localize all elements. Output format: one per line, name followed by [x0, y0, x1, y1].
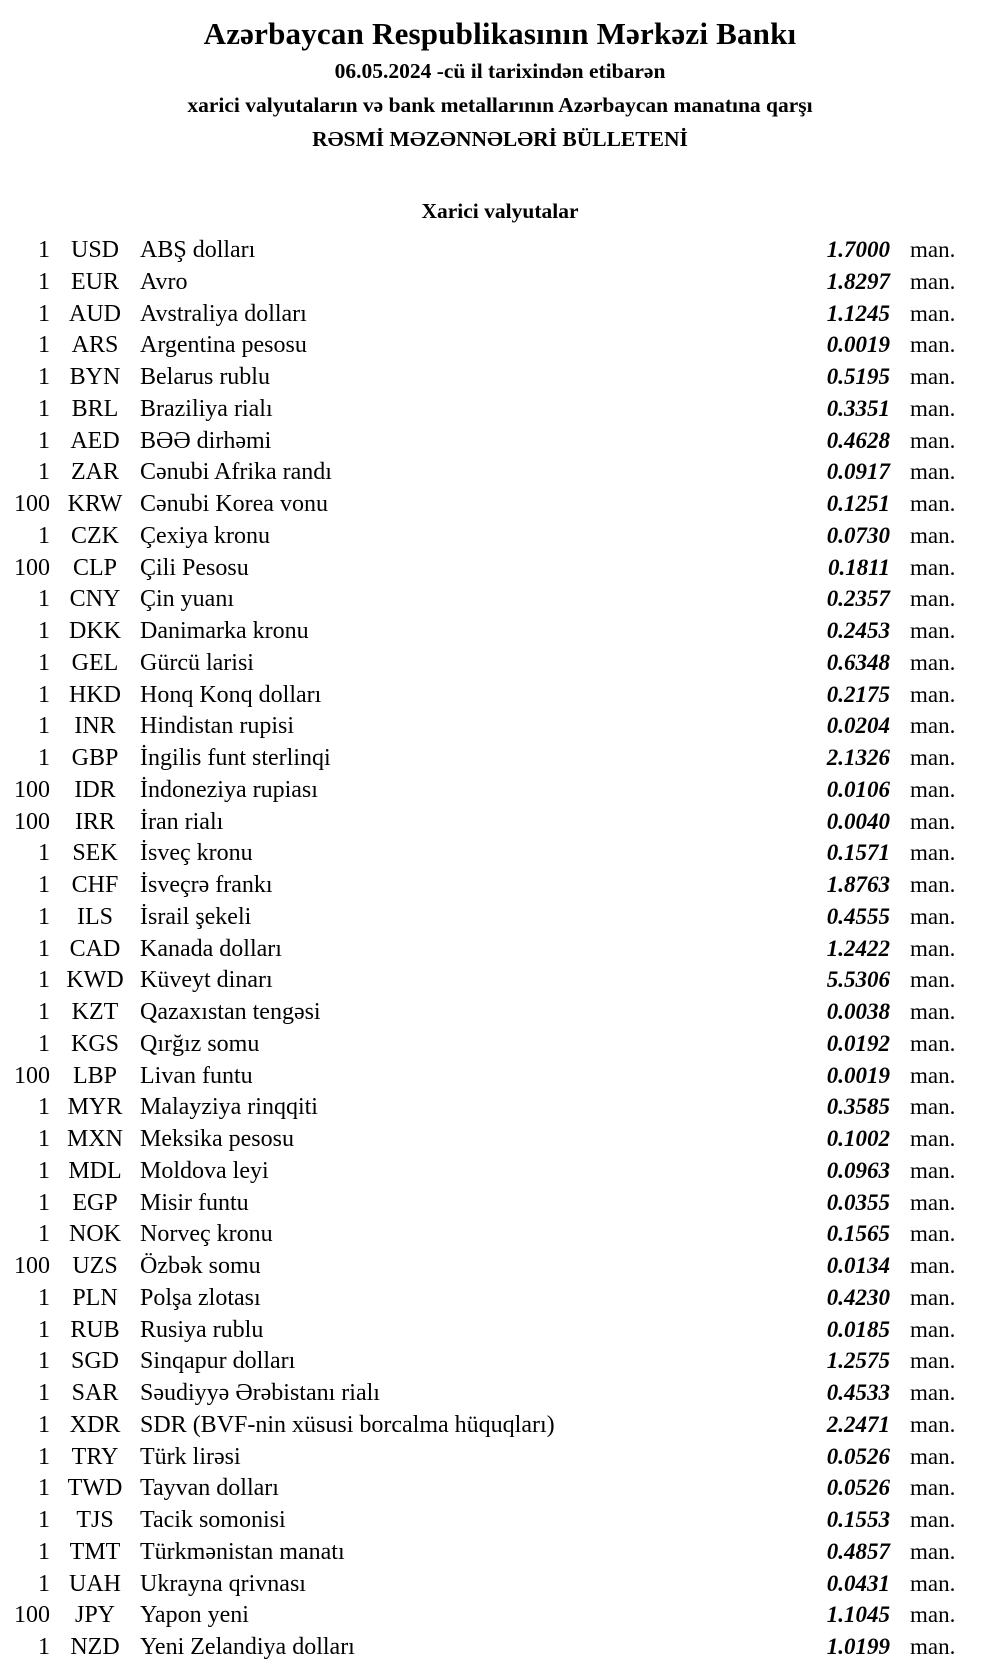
- currency-name-cell: Danimarka kronu: [140, 618, 309, 644]
- rate-row: [0, 1155, 1000, 1187]
- currency-name-cell: Malayziya rinqqiti: [140, 1094, 318, 1121]
- bulletin-title-line: RƏSMİ MƏZƏNNƏLƏRİ BÜLLETENİ: [312, 127, 688, 151]
- currency-code-cell: TRY: [71, 1443, 119, 1470]
- rate-row: [0, 361, 1000, 393]
- rate-value-cell: 0.0134: [826, 1253, 890, 1278]
- rate-row: [0, 1250, 1000, 1282]
- quantity-cell: 1: [38, 1380, 50, 1406]
- currency-name-cell: Qırğız somu: [140, 1030, 260, 1057]
- currency-code-cell: SGD: [70, 1348, 119, 1375]
- currency-code-cell: CZK: [71, 522, 119, 549]
- currency-name-cell: Moldova leyi: [140, 1157, 269, 1184]
- quantity-cell: 1: [38, 840, 50, 867]
- unit-cell: man.: [910, 1634, 956, 1659]
- currency-name-cell: Yapon yeni: [140, 1602, 249, 1629]
- currency-name-cell: Tayvan dolları: [140, 1475, 279, 1502]
- quantity-cell: 1: [38, 1348, 50, 1375]
- rate-row: [0, 1345, 1000, 1377]
- rate-row: [0, 1377, 1000, 1409]
- unit-cell: man.: [910, 364, 956, 389]
- currency-code-cell: DKK: [69, 618, 121, 644]
- quantity-cell: 1: [38, 1030, 50, 1057]
- unit-cell: man.: [910, 745, 956, 770]
- currency-code-cell: JPY: [74, 1602, 116, 1629]
- unit-cell: man.: [910, 1348, 956, 1374]
- quantity-cell: 1: [38, 713, 50, 740]
- exchange-rates-table: [0, 234, 1000, 1663]
- currency-code-cell: ZAR: [71, 459, 119, 486]
- unit-cell: man.: [910, 1602, 956, 1628]
- rate-row: [0, 964, 1000, 996]
- rate-row: [0, 1441, 1000, 1473]
- rate-row: [0, 266, 1000, 298]
- unit-cell: man.: [910, 1126, 956, 1151]
- rate-row: [0, 1314, 1000, 1346]
- quantity-cell: 1: [38, 1634, 50, 1660]
- quantity-cell: 1: [38, 999, 50, 1025]
- quantity-cell: 1: [38, 1475, 50, 1502]
- rate-row: [0, 996, 1000, 1028]
- quantity-cell: 1: [38, 1411, 50, 1438]
- rate-row: [0, 742, 1000, 774]
- unit-cell: man.: [910, 1380, 956, 1405]
- currency-name-cell: Argentina pesosu: [140, 332, 307, 359]
- currency-name-cell: Cənubi Korea vonu: [140, 491, 328, 517]
- rate-row: [0, 869, 1000, 901]
- currency-name-cell: Kanada dolları: [140, 935, 282, 962]
- currency-name-cell: Meksika pesosu: [140, 1126, 294, 1152]
- rate-value-cell: 0.0038: [826, 999, 890, 1024]
- currency-code-cell: PLN: [72, 1284, 118, 1311]
- rate-value-cell: 0.0019: [826, 332, 890, 358]
- quantity-cell: 1: [38, 649, 50, 676]
- currency-code-cell: UZS: [72, 1253, 118, 1279]
- rate-row: [0, 552, 1000, 584]
- currency-name-cell: BƏƏ dirhəmi: [140, 427, 272, 454]
- unit-cell: man.: [910, 1189, 956, 1215]
- currency-code-cell: SAR: [71, 1380, 119, 1406]
- currency-name-cell: Honq Konq dolları: [140, 681, 322, 708]
- currency-code-cell: KWD: [66, 967, 124, 994]
- quantity-cell: 1: [38, 1157, 50, 1184]
- currency-code-cell: NZD: [70, 1634, 120, 1660]
- unit-cell: man.: [910, 713, 956, 739]
- currency-name-cell: İsrail şekeli: [140, 903, 252, 930]
- rate-value-cell: 0.0106: [826, 776, 890, 802]
- rate-row: [0, 774, 1000, 806]
- quantity-cell: 1: [38, 1507, 50, 1533]
- currency-code-cell: MDL: [68, 1157, 122, 1184]
- currency-name-cell: Avro: [140, 268, 188, 295]
- currency-name-cell: SDR (BVF-nin xüsusi borcalma hüquqları): [140, 1411, 555, 1438]
- quantity-cell: 100: [14, 1062, 50, 1089]
- currency-code-cell: TMT: [69, 1538, 121, 1565]
- quantity-cell: 1: [38, 300, 50, 327]
- rate-row: [0, 488, 1000, 520]
- rate-row: [0, 329, 1000, 361]
- unit-cell: man.: [910, 332, 956, 358]
- currency-code-cell: GBP: [71, 745, 119, 771]
- quantity-cell: 1: [38, 872, 50, 898]
- currency-code-cell: USD: [70, 237, 119, 263]
- rate-value-cell: 1.0199: [826, 1634, 890, 1659]
- rate-value-cell: 1.7000: [826, 237, 890, 262]
- currency-code-cell: HKD: [69, 681, 121, 708]
- rate-row: [0, 679, 1000, 711]
- quantity-cell: 1: [38, 395, 50, 422]
- rate-value-cell: 0.0192: [826, 1030, 890, 1056]
- unit-cell: man.: [910, 681, 956, 707]
- unit-cell: man.: [910, 808, 956, 834]
- currency-name-cell: Polşa zlotası: [140, 1284, 261, 1311]
- rate-value-cell: 0.3585: [826, 1094, 890, 1120]
- quantity-cell: 1: [38, 237, 50, 263]
- quantity-cell: 1: [38, 745, 50, 771]
- rate-row: [0, 1060, 1000, 1092]
- currency-name-cell: Qazaxıstan tengəsi: [140, 999, 321, 1025]
- currency-name-cell: Səudiyyə Ərəbistanı rialı: [140, 1380, 380, 1406]
- quantity-cell: 1: [38, 618, 50, 644]
- rate-value-cell: 0.4555: [826, 903, 890, 929]
- rate-value-cell: 0.4857: [826, 1538, 890, 1564]
- quantity-cell: 1: [38, 967, 50, 994]
- currency-name-cell: Çili Pesosu: [140, 554, 249, 581]
- quantity-cell: 1: [38, 1221, 50, 1248]
- rate-row: [0, 1599, 1000, 1631]
- currency-name-cell: İran rialı: [140, 808, 224, 835]
- unit-cell: man.: [910, 586, 956, 612]
- quantity-cell: 1: [38, 1570, 50, 1597]
- rate-row: [0, 234, 1000, 266]
- rate-row: [0, 710, 1000, 742]
- currency-code-cell: IDR: [74, 776, 116, 803]
- rate-value-cell: 0.4628: [826, 427, 890, 453]
- currency-code-cell: EGP: [72, 1189, 118, 1216]
- currency-name-cell: İsveçrə frankı: [140, 872, 273, 898]
- quantity-cell: 100: [14, 776, 50, 803]
- quantity-cell: 100: [14, 808, 50, 835]
- currency-name-cell: Avstraliya dolları: [140, 300, 307, 327]
- rate-value-cell: 0.5195: [826, 364, 890, 389]
- quantity-cell: 1: [38, 586, 50, 613]
- currency-name-cell: Norveç kronu: [140, 1221, 273, 1248]
- currency-name-cell: Hindistan rupisi: [140, 713, 294, 740]
- currency-code-cell: NOK: [69, 1221, 121, 1248]
- currency-code-cell: BYN: [69, 364, 121, 390]
- unit-cell: man.: [910, 840, 956, 866]
- rate-row: [0, 1187, 1000, 1219]
- rate-row: [0, 1568, 1000, 1600]
- rate-row: [0, 1282, 1000, 1314]
- unit-cell: man.: [910, 1062, 956, 1088]
- rate-row: [0, 520, 1000, 552]
- rate-row: [0, 1123, 1000, 1155]
- unit-cell: man.: [910, 1221, 956, 1247]
- rate-value-cell: 0.4230: [826, 1284, 890, 1310]
- currency-name-cell: Çexiya kronu: [140, 522, 270, 549]
- rate-value-cell: 0.0963: [826, 1157, 890, 1183]
- currency-code-cell: ARS: [71, 332, 119, 359]
- rate-row: [0, 393, 1000, 425]
- unit-cell: man.: [910, 872, 956, 897]
- rate-row: [0, 425, 1000, 457]
- rate-value-cell: 0.0917: [826, 459, 890, 485]
- unit-cell: man.: [910, 1538, 956, 1564]
- rate-value-cell: 1.1045: [826, 1602, 890, 1628]
- unit-cell: man.: [910, 649, 956, 675]
- unit-cell: man.: [910, 459, 956, 485]
- quantity-cell: 1: [38, 1538, 50, 1565]
- unit-cell: man.: [910, 1030, 956, 1056]
- rate-value-cell: 0.0526: [826, 1443, 890, 1469]
- currency-code-cell: XDR: [69, 1411, 121, 1438]
- currency-code-cell: KRW: [67, 491, 123, 517]
- rate-row: [0, 933, 1000, 965]
- currency-code-cell: KZT: [71, 999, 119, 1025]
- quantity-cell: 1: [38, 459, 50, 486]
- currency-name-cell: Sinqapur dolları: [140, 1348, 296, 1375]
- currency-code-cell: TWD: [67, 1475, 123, 1502]
- currency-name-cell: İndoneziya rupiası: [140, 776, 318, 803]
- rate-value-cell: 5.5306: [826, 967, 890, 993]
- bank-title: Azərbaycan Respublikasının Mərkəzi Bankı: [203, 16, 797, 51]
- rate-value-cell: 0.1811: [828, 554, 890, 580]
- rate-row: [0, 1504, 1000, 1536]
- rate-value-cell: 0.1251: [826, 491, 890, 516]
- currency-code-cell: CAD: [69, 935, 121, 962]
- rate-row: [0, 1091, 1000, 1123]
- unit-cell: man.: [910, 1284, 956, 1310]
- subtitle-line: xarici valyutaların və bank metallarının Azərbaycan manatına qarşı: [187, 93, 813, 117]
- rate-value-cell: 0.2175: [826, 681, 890, 707]
- currency-name-cell: Belarus rublu: [140, 364, 270, 390]
- rate-row: [0, 583, 1000, 615]
- rate-value-cell: 0.1565: [826, 1221, 890, 1247]
- currency-name-cell: Braziliya rialı: [140, 395, 273, 422]
- rate-value-cell: 0.0730: [826, 522, 890, 548]
- unit-cell: man.: [910, 1253, 956, 1278]
- currency-code-cell: AUD: [69, 300, 121, 327]
- currency-name-cell: Türk lirəsi: [140, 1443, 241, 1470]
- currency-name-cell: Çin yuanı: [140, 586, 234, 613]
- rate-value-cell: 0.2357: [826, 586, 890, 612]
- quantity-cell: 1: [38, 1284, 50, 1311]
- unit-cell: man.: [910, 999, 956, 1024]
- rate-value-cell: 0.6348: [826, 649, 890, 675]
- currency-code-cell: KGS: [70, 1030, 119, 1057]
- currency-name-cell: İngilis funt sterlinqi: [140, 745, 331, 771]
- currency-name-cell: Küveyt dinarı: [140, 967, 273, 994]
- unit-cell: man.: [910, 268, 956, 294]
- unit-cell: man.: [910, 1507, 956, 1532]
- rate-row: [0, 456, 1000, 488]
- currency-name-cell: Livan funtu: [140, 1062, 253, 1089]
- quantity-cell: 1: [38, 364, 50, 390]
- currency-code-cell: CHF: [71, 872, 119, 898]
- currency-code-cell: ILS: [77, 903, 113, 930]
- rate-value-cell: 0.1571: [826, 840, 890, 866]
- currency-name-cell: Özbək somu: [140, 1253, 261, 1279]
- rate-row: [0, 298, 1000, 330]
- rate-row: [0, 806, 1000, 838]
- quantity-cell: 100: [14, 1602, 50, 1629]
- rate-value-cell: 0.1553: [826, 1507, 890, 1532]
- currency-code-cell: CNY: [69, 586, 121, 613]
- quantity-cell: 1: [38, 332, 50, 359]
- currency-code-cell: BRL: [71, 395, 119, 422]
- quantity-cell: 1: [38, 681, 50, 708]
- unit-cell: man.: [910, 427, 956, 453]
- rate-value-cell: 0.1002: [826, 1126, 890, 1151]
- unit-cell: man.: [910, 776, 956, 802]
- rate-value-cell: 1.8763: [826, 872, 890, 897]
- currency-code-cell: CLP: [72, 554, 117, 581]
- currency-name-cell: Cənubi Afrika randı: [140, 459, 332, 486]
- currency-name-cell: Türkmənistan manatı: [140, 1538, 345, 1565]
- rate-row: [0, 1536, 1000, 1568]
- currency-code-cell: LBP: [72, 1062, 117, 1089]
- currency-name-cell: Tacik somonisi: [140, 1507, 286, 1533]
- rate-row: [0, 901, 1000, 933]
- rate-row: [0, 647, 1000, 679]
- currency-name-cell: Misir funtu: [140, 1189, 249, 1216]
- rate-value-cell: 0.0040: [826, 808, 890, 834]
- currency-name-cell: Rusiya rublu: [140, 1316, 264, 1343]
- unit-cell: man.: [910, 1157, 956, 1183]
- rate-value-cell: 0.0185: [826, 1316, 890, 1342]
- quantity-cell: 1: [38, 1443, 50, 1470]
- quantity-cell: 100: [14, 554, 50, 581]
- currency-code-cell: SEK: [72, 840, 118, 867]
- currency-code-cell: IRR: [74, 808, 115, 835]
- rate-row: [0, 1409, 1000, 1441]
- unit-cell: man.: [910, 967, 956, 993]
- unit-cell: man.: [910, 903, 956, 929]
- quantity-cell: 100: [14, 491, 50, 517]
- unit-cell: man.: [910, 300, 956, 326]
- unit-cell: man.: [910, 1443, 956, 1469]
- effective-date-line: 06.05.2024 -cü il tarixindən etibarən: [334, 59, 666, 83]
- currency-code-cell: TJS: [76, 1507, 114, 1533]
- rate-value-cell: 2.1326: [826, 745, 890, 770]
- currency-name-cell: İsveç kronu: [140, 840, 253, 867]
- currency-code-cell: UAH: [69, 1570, 121, 1597]
- rate-value-cell: 0.0431: [826, 1570, 890, 1596]
- unit-cell: man.: [910, 554, 956, 580]
- currency-code-cell: GEL: [71, 649, 119, 676]
- currency-name-cell: Yeni Zelandiya dolları: [140, 1634, 355, 1660]
- quantity-cell: 1: [38, 522, 50, 549]
- quantity-cell: 1: [38, 1189, 50, 1216]
- unit-cell: man.: [910, 1475, 956, 1501]
- unit-cell: man.: [910, 1094, 956, 1120]
- rate-value-cell: 1.2575: [826, 1348, 890, 1374]
- quantity-cell: 1: [38, 1094, 50, 1121]
- currency-code-cell: INR: [74, 713, 116, 740]
- rate-row: [0, 1028, 1000, 1060]
- unit-cell: man.: [910, 1411, 956, 1437]
- currency-name-cell: Gürcü larisi: [140, 649, 254, 676]
- currency-name-cell: Ukrayna qrivnası: [140, 1570, 306, 1597]
- unit-cell: man.: [910, 237, 956, 262]
- currency-code-cell: EUR: [71, 268, 119, 295]
- quantity-cell: 1: [38, 935, 50, 962]
- rate-row: [0, 615, 1000, 647]
- unit-cell: man.: [910, 1316, 956, 1342]
- currency-code-cell: AED: [70, 427, 120, 454]
- rate-value-cell: 0.0019: [826, 1062, 890, 1088]
- quantity-cell: 1: [38, 903, 50, 930]
- unit-cell: man.: [910, 395, 956, 421]
- unit-cell: man.: [910, 935, 956, 961]
- currency-code-cell: MYR: [67, 1094, 123, 1121]
- quantity-cell: 1: [38, 1316, 50, 1343]
- rate-value-cell: 0.0204: [826, 713, 890, 739]
- currency-code-cell: MXN: [66, 1126, 123, 1152]
- rate-value-cell: 2.2471: [826, 1411, 890, 1437]
- currency-code-cell: RUB: [70, 1316, 120, 1343]
- rate-row: [0, 837, 1000, 869]
- quantity-cell: 100: [14, 1253, 50, 1279]
- rate-value-cell: 1.8297: [826, 268, 890, 294]
- rate-value-cell: 1.1245: [826, 300, 890, 326]
- rate-value-cell: 1.2422: [826, 935, 890, 961]
- rate-value-cell: 0.2453: [826, 618, 890, 643]
- rate-value-cell: 0.3351: [826, 395, 890, 421]
- currency-name-cell: ABŞ dolları: [140, 237, 256, 263]
- rate-row: [0, 1218, 1000, 1250]
- rate-row: [0, 1472, 1000, 1504]
- quantity-cell: 1: [38, 427, 50, 454]
- unit-cell: man.: [910, 618, 956, 643]
- rate-value-cell: 0.4533: [826, 1380, 890, 1405]
- quantity-cell: 1: [38, 268, 50, 295]
- rate-value-cell: 0.0355: [826, 1189, 890, 1215]
- unit-cell: man.: [910, 1570, 956, 1596]
- section-title-foreign-currencies: Xarici valyutalar: [421, 199, 579, 223]
- unit-cell: man.: [910, 491, 956, 516]
- unit-cell: man.: [910, 522, 956, 548]
- rate-value-cell: 0.0526: [826, 1475, 890, 1501]
- quantity-cell: 1: [38, 1126, 50, 1152]
- document-header: [0, 0, 1000, 156]
- rate-row: [0, 1631, 1000, 1663]
